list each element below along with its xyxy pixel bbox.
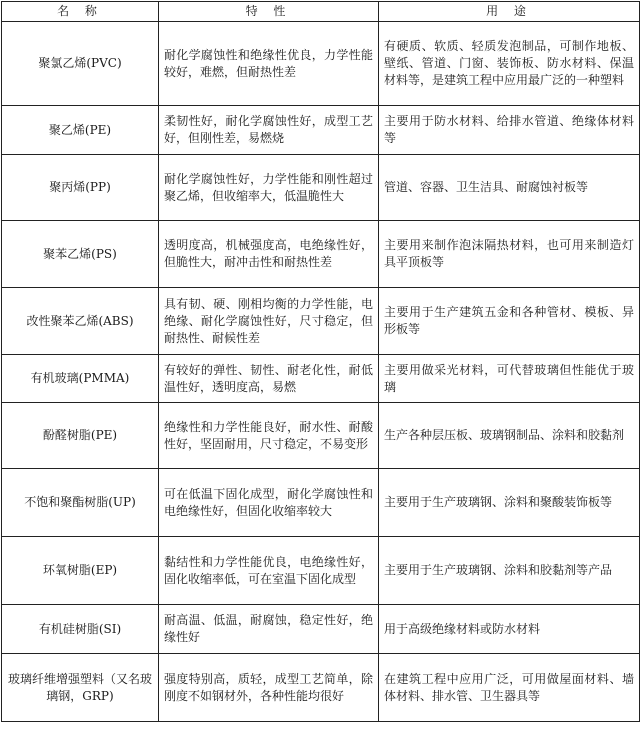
table-row <box>2 22 640 106</box>
material-use: 主要用于生产玻璃钢、涂料和胶黏剂等产品 <box>379 537 640 605</box>
material-name: 玻璃纤维增强塑料（又名玻璃钢，GRP) <box>2 654 159 722</box>
material-name: 聚乙烯(PE) <box>2 106 159 155</box>
material-name: 聚丙烯(PP) <box>2 155 159 221</box>
table-row <box>2 537 640 605</box>
material-name: 酚醛树脂(PE) <box>2 403 159 469</box>
table-row <box>2 106 640 155</box>
plastics-properties-table <box>1 1 640 722</box>
material-use: 主要用于生产建筑五金和各种管材、模板、异形板等 <box>379 288 640 355</box>
material-name: 聚氯乙烯(PVC) <box>2 22 159 106</box>
material-use: 主要用来制作泡沫隔热材料，也可用来制造灯具平顶板等 <box>379 221 640 288</box>
material-property: 透明度高，机械强度高，电绝缘性好，但脆性大，耐冲击性和耐热性差 <box>159 221 379 288</box>
material-property: 耐化学腐蚀性好，力学性能和刚性超过聚乙烯，但收缩率大，低温脆性大 <box>159 155 379 221</box>
table-row <box>2 155 640 221</box>
material-use: 主要用于生产玻璃钢、涂料和聚酸装饰板等 <box>379 469 640 537</box>
material-use: 用于高级绝缘材料或防水材料 <box>379 605 640 654</box>
material-property: 耐化学腐蚀性和绝缘性优良，力学性能较好，难燃，但耐热性差 <box>159 22 379 106</box>
material-use: 生产各种层压板、玻璃钢制品、涂料和胶黏剂 <box>379 403 640 469</box>
material-property: 耐高温、低温，耐腐蚀，稳定性好，绝缘性好 <box>159 605 379 654</box>
material-property: 绝缘性和力学性能良好，耐水性、耐酸性好，坚固耐用，尺寸稳定，不易变形 <box>159 403 379 469</box>
table-row <box>2 221 640 288</box>
material-name: 不饱和聚酯树脂(UP) <box>2 469 159 537</box>
table-row <box>2 605 640 654</box>
header-name: 名 称 <box>2 2 159 22</box>
table-row <box>2 355 640 403</box>
header-property: 特 性 <box>159 2 379 22</box>
header-row <box>2 2 640 22</box>
material-name: 改性聚苯乙烯(ABS) <box>2 288 159 355</box>
material-property: 黏结性和力学性能优良，电绝缘性好，固化收缩率低，可在室温下固化成型 <box>159 537 379 605</box>
material-use: 主要用于防水材料、给排水管道、绝缘体材料等 <box>379 106 640 155</box>
material-property: 可在低温下固化成型，耐化学腐蚀性和电绝缘性好，但固化收缩率较大 <box>159 469 379 537</box>
table-row <box>2 288 640 355</box>
header-use: 用 途 <box>379 2 640 22</box>
table-row <box>2 403 640 469</box>
material-use: 主要用做采光材料，可代替玻璃但性能优于玻璃 <box>379 355 640 403</box>
material-use: 有硬质、软质、轻质发泡制品，可制作地板、壁纸、管道、门窗、装饰板、防水材料、保温材料等，是建筑工程中应用最广泛的一种塑料 <box>379 22 640 106</box>
material-name: 有机硅树脂(SI) <box>2 605 159 654</box>
material-name: 聚苯乙烯(PS) <box>2 221 159 288</box>
material-use: 在建筑工程中应用广泛，可用做屋面材料、墙体材料、排水管、卫生器具等 <box>379 654 640 722</box>
material-use: 管道、容器、卫生洁具、耐腐蚀衬板等 <box>379 155 640 221</box>
material-property: 有较好的弹性、韧性、耐老化性，耐低温性好，透明度高，易燃 <box>159 355 379 403</box>
material-property: 强度特别高，质轻，成型工艺简单，除刚度不如钢材外，各种性能均很好 <box>159 654 379 722</box>
material-name: 环氧树脂(EP) <box>2 537 159 605</box>
material-name: 有机玻璃(PMMA) <box>2 355 159 403</box>
table-row <box>2 654 640 722</box>
material-property: 柔韧性好，耐化学腐蚀性好，成型工艺好，但刚性差，易燃烧 <box>159 106 379 155</box>
material-property: 具有韧、硬、刚相均衡的力学性能，电绝缘、耐化学腐蚀性好，尺寸稳定，但耐热性、耐候性差 <box>159 288 379 355</box>
table-row <box>2 469 640 537</box>
